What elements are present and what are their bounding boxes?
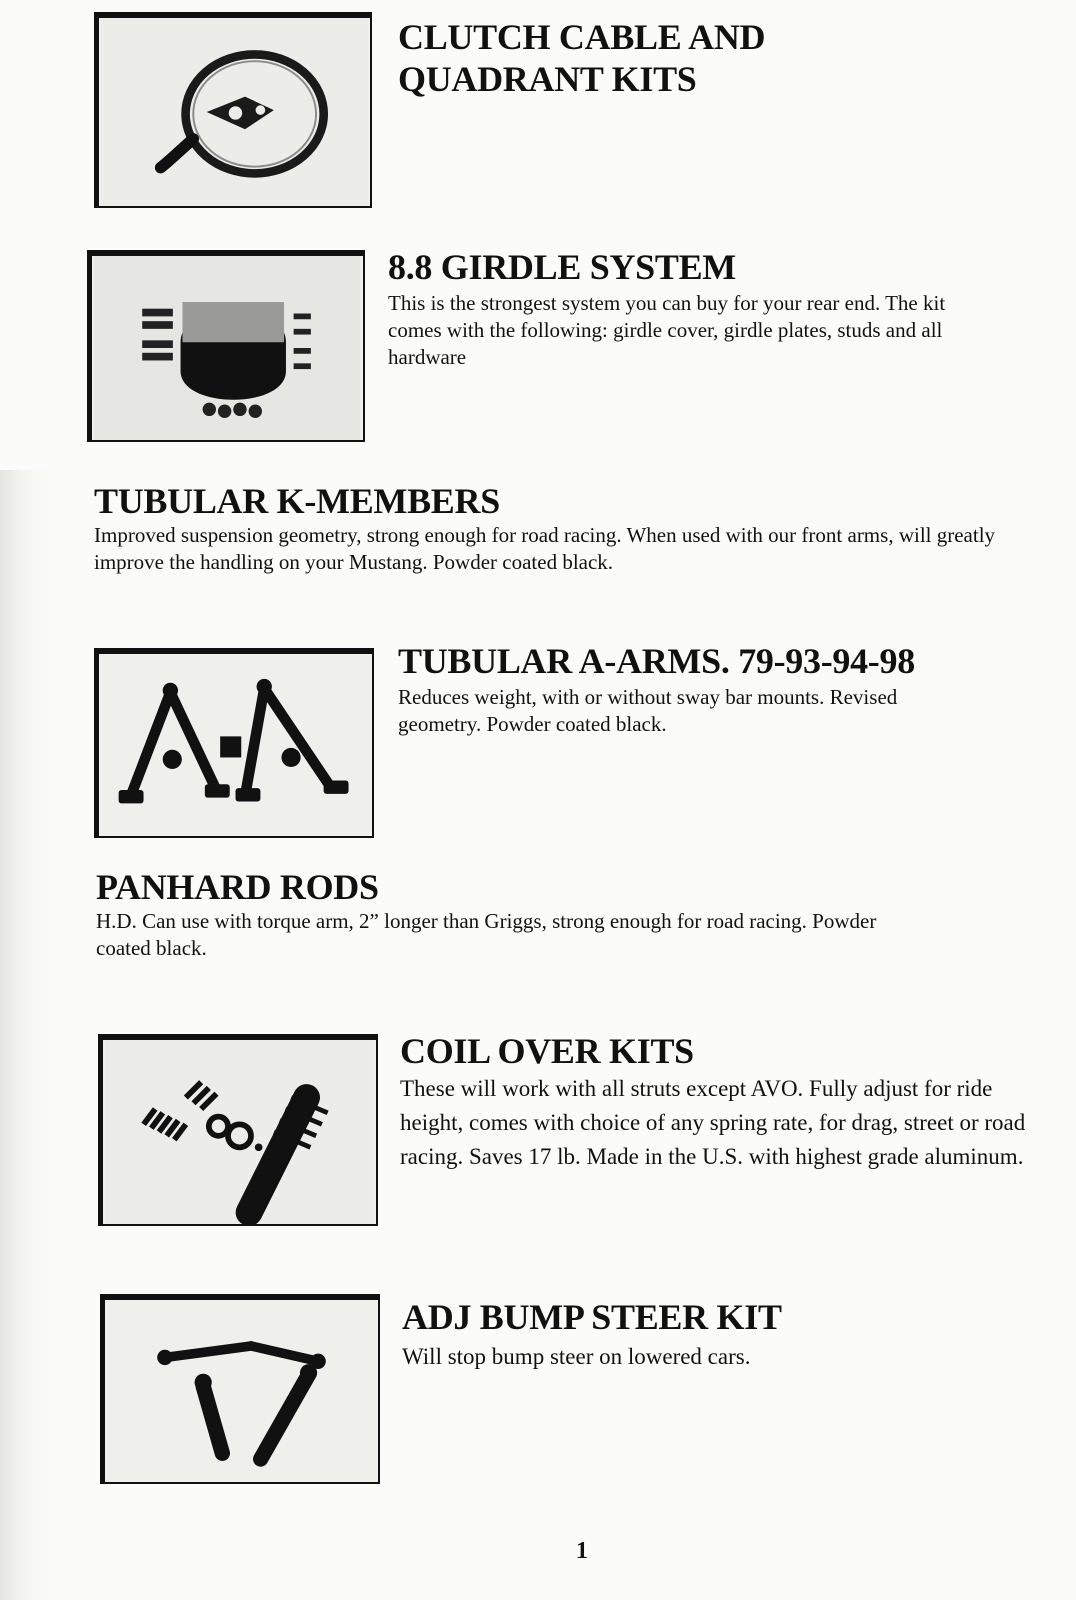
product-title-bump-steer: ADJ BUMP STEER KIT	[402, 1297, 782, 1337]
product-title-panhard: PANHARD RODS	[96, 867, 379, 907]
product-title-k-members: TUBULAR K-MEMBERS	[94, 481, 500, 521]
clutch-cable-photo	[94, 12, 372, 208]
scan-edge-shading	[0, 470, 48, 1600]
product-title-a-arms: TUBULAR A-ARMS. 79-93-94-98	[398, 641, 915, 681]
product-description-girdle: This is the strongest system you can buy for your rear end. The kit comes with the following: girdle cover, girdle plates, studs and all hardware	[388, 291, 946, 369]
product-description-coil-over: These will work with all struts except AVO. Fully adjust for ride height, comes with choice of any spring rate, for drag, street or road racing. Saves 17 lb. Made in the U.S. with highest grade aluminum.	[400, 1076, 1026, 1169]
product-description-a-arms: Reduces weight, with or without sway bar mounts. Revised geometry. Powder coated black.	[398, 685, 898, 736]
page-number: 1	[576, 1538, 588, 1564]
product-title-coil-over: COIL OVER KITS	[400, 1031, 694, 1071]
coil-over-photo	[98, 1034, 378, 1226]
girdle-system-photo	[87, 250, 365, 442]
bump-steer-photo	[100, 1294, 380, 1484]
product-description-panhard: H.D. Can use with torque arm, 2” longer than Griggs, strong enough for road racing. Powder coated black.	[96, 909, 877, 960]
a-arms-photo	[94, 648, 374, 838]
product-title-girdle: 8.8 GIRDLE SYSTEM	[388, 247, 736, 287]
product-description-k-members: Improved suspension geometry, strong enough for road racing. When used with our front arms, will greatly improve the handling on your Mustang. Powder coated black.	[94, 523, 996, 574]
product-description-bump-steer: Will stop bump steer on lowered cars.	[402, 1344, 751, 1369]
product-title-clutch: CLUTCH CABLE AND QUADRANT KITS	[398, 17, 766, 99]
